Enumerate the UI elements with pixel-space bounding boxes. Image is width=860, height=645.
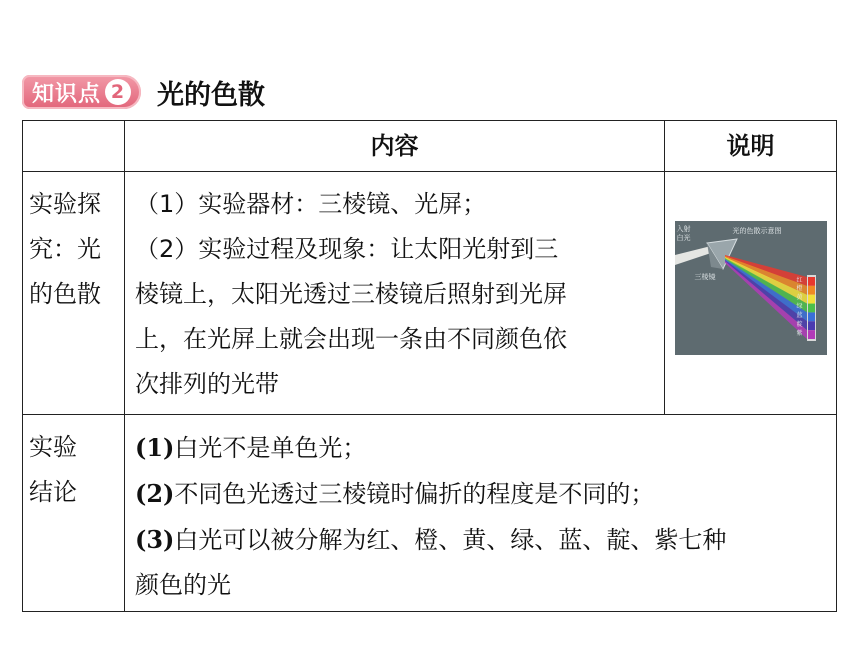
screen-band — [808, 312, 815, 321]
header-cell-content: 内容 — [125, 121, 665, 172]
incident-label-2: 白光 — [676, 233, 691, 242]
prism-dispersion-figure — [675, 221, 827, 355]
content-line: 棱镜上，太阳光透过三棱镜后照射到光屏 — [135, 280, 567, 308]
spectrum-label: 靛 — [796, 320, 803, 328]
screen-band — [808, 303, 815, 312]
section-header — [22, 72, 265, 112]
experiment-content — [125, 172, 665, 415]
conclusion-continuation: 颜色的光 — [135, 571, 231, 599]
conclusion-content — [125, 415, 837, 612]
item-number: (3) — [135, 525, 175, 554]
spectrum-fan — [725, 255, 807, 339]
table-row-conclusion — [23, 415, 837, 612]
spectrum-label: 蓝 — [796, 311, 803, 319]
label-line: 实验 — [29, 433, 77, 461]
conclusion-label — [23, 415, 125, 612]
section-title: 光的色散 — [157, 79, 266, 111]
screen-bands — [808, 277, 815, 339]
experiment-figure-cell — [665, 172, 837, 415]
label-line: 实验探 — [29, 190, 101, 218]
knowledge-point-badge — [22, 75, 141, 109]
content-line: 上，在光屏上就会出现一条由不同颜色依 — [135, 325, 567, 353]
experiment-label — [23, 172, 125, 415]
label-line: 结论 — [29, 478, 77, 506]
item-number: (1) — [135, 433, 175, 462]
item-text: 白光可以被分解为红、橙、黄、绿、蓝、靛、紫七种 — [174, 526, 727, 554]
header-cell-note: 说明 — [665, 121, 837, 172]
screen-band — [808, 285, 815, 294]
item-text: 不同色光透过三棱镜时偏折的程度是不同的； — [174, 480, 655, 508]
figure-title: 光的色散示意图 — [732, 226, 782, 235]
label-line: 的色散 — [29, 280, 101, 308]
table-header-row — [23, 121, 837, 172]
header-cell-empty — [23, 121, 125, 172]
spectrum-label: 黄 — [796, 294, 803, 302]
spectrum-label: 橙 — [796, 285, 803, 293]
screen-band — [808, 330, 815, 339]
content-line: （1）实验器材：三棱镜、光屏； — [135, 190, 487, 218]
screen-band — [808, 277, 815, 286]
item-text: 白光不是单色光； — [174, 434, 367, 462]
conclusion-item — [135, 517, 830, 563]
dispersion-table — [22, 120, 837, 612]
badge-label: 知识点 — [32, 81, 102, 107]
prism-diagram-icon — [675, 221, 827, 355]
label-line: 究：光 — [29, 235, 101, 263]
spectrum-label: 紫 — [796, 329, 803, 337]
incident-label-1: 入射 — [676, 224, 691, 233]
badge-number-icon: 2 — [105, 79, 131, 105]
prism-label: 三棱镜 — [694, 272, 716, 281]
conclusion-item — [135, 471, 830, 517]
spectrum-label: 红 — [796, 276, 803, 284]
content-line: （2）实验过程及现象：让太阳光射到三 — [135, 235, 559, 263]
conclusion-item — [135, 425, 830, 471]
table-row-experiment — [23, 172, 837, 415]
item-number: (2) — [135, 479, 175, 508]
spectrum-label: 绿 — [796, 303, 803, 311]
content-line: 次排列的光带 — [135, 370, 279, 398]
screen-band — [808, 321, 815, 330]
screen-band — [808, 294, 815, 303]
